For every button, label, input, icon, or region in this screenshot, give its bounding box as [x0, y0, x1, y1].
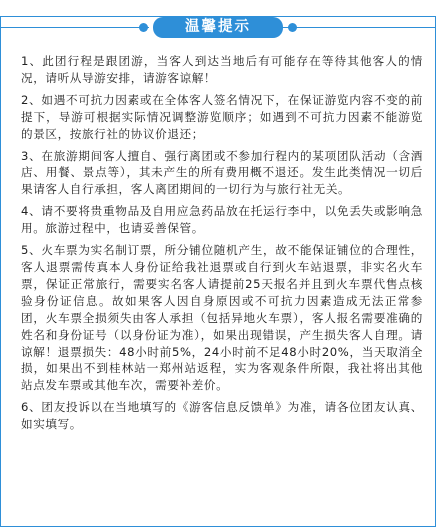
- notice-content: [21, 53, 423, 438]
- notice-title: 温馨提示: [185, 19, 251, 35]
- notice-item-5: 5、火车票为实名制订票，所分铺位随机产生，故不能保证铺位的合理性，客人退票需传真本人身份证给我社退票或自行到火车站退票，非实名火车票，保证正常旅行，需要实名客人请提前25天报名并且到火车票代售点核验身份证信息。故如果客人因自身原因或不可抗力因素造成无法正常参团，火车票全损须失由客人承担（包括异地火车票），客人报名需要准确的姓名和身份证号（以身份证为准），如果出现错误，产生损失客人自理。请谅解！退票损失：48小时前5%，24小时前不足48小时20%，当天取消全损，如果出不到桂林站一郑州站返程，实为客观条件所限，我社将出其他站点发车票或其他车次，需要补差价。: [21, 243, 423, 393]
- notice-card: [0, 16, 436, 527]
- notice-item-4: 4、请不要将贵重物品及自用应急药品放在托运行李中，以免丢失或影响急用。旅游过程中，也请妥善保管。: [21, 204, 423, 236]
- notice-item-1: 1、此团行程是跟团游，当客人到达当地后有可能存在等待其他客人的情况，请听从导游安排，请游客谅解！: [21, 54, 423, 85]
- notice-item-3: 3、在旅游期间客人擅自、强行离团或不参加行程内的某项团队活动（含酒店、用餐、景点等），其未产生的所有费用概不退还。发生此类情况一切后果请客人自行承担，客人离团期间的一切行为与旅行社无关。: [21, 148, 423, 197]
- notice-item-2: 2、如遇不可抗力因素或在全体客人签名情况下，在保证游览内容不变的前提下，导游可根据实际情况调整游览顺序；如遇到不可抗力因素不能游览的景区，按旅行社的协议价退还；: [21, 92, 423, 141]
- header-rule-left: [1, 27, 149, 28]
- ribbon-dot-right: [288, 23, 297, 32]
- ribbon-dot-left: [139, 23, 148, 32]
- header-rule-right: [283, 27, 435, 28]
- notice-item-6: 6、团友投诉以在当地填写的《游客信息反馈单》为准，请各位团友认真、如实填写。: [21, 400, 423, 432]
